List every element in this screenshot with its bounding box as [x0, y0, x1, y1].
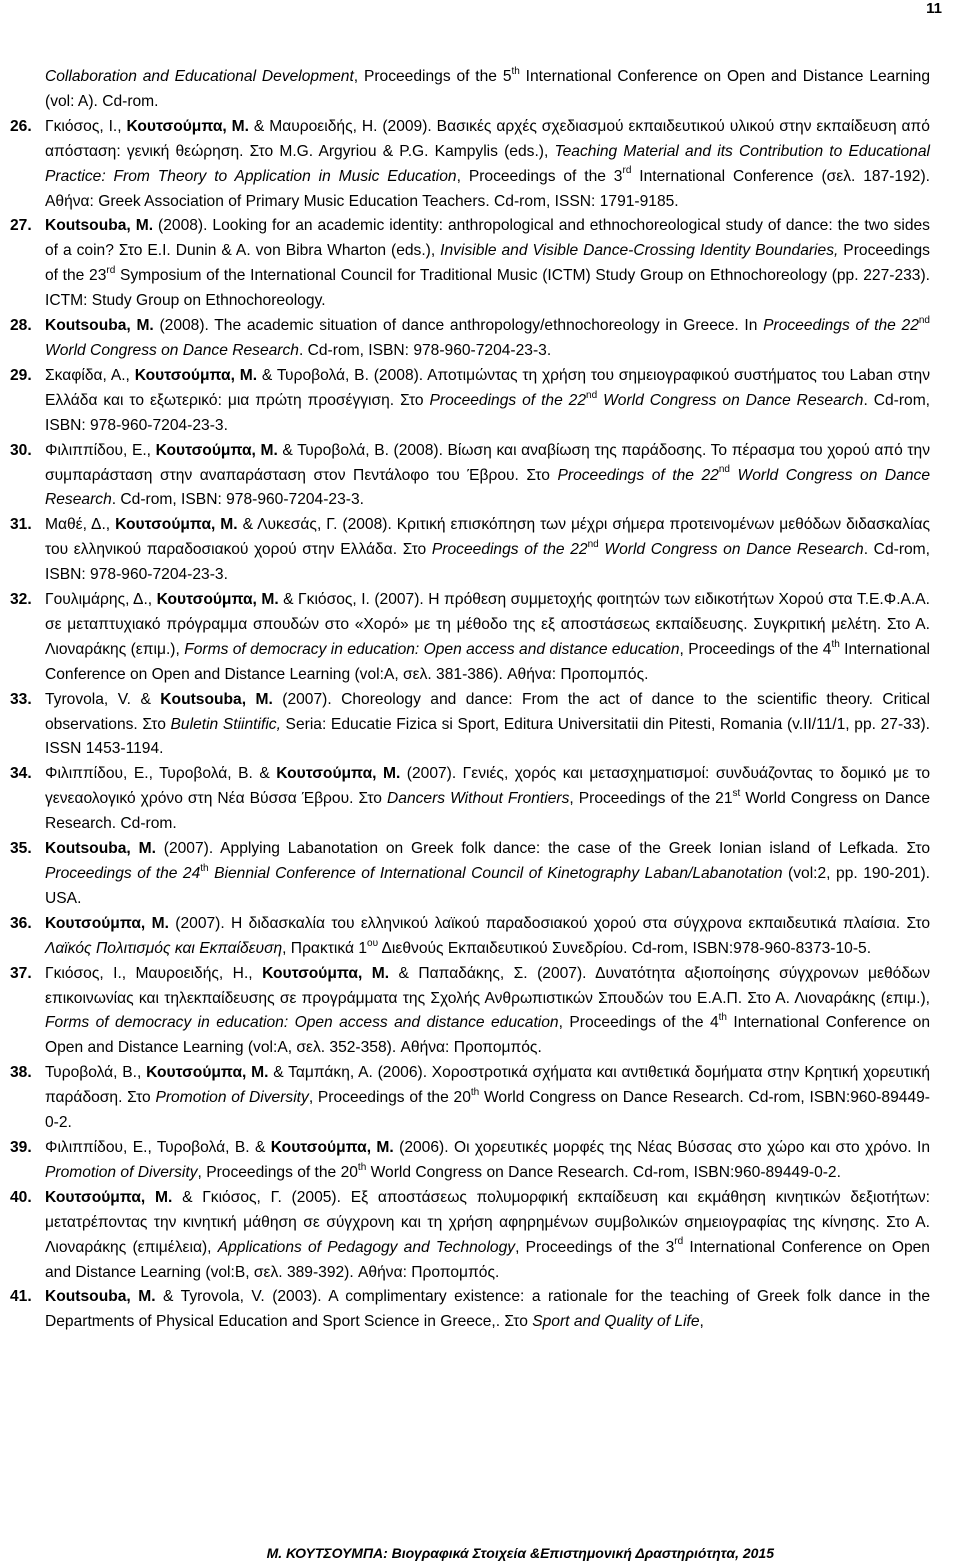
reference-30: 30. Φιλιππίδου, Ε., Κουτσούμπα, Μ. & Τυροβολά, Β. (2008). Βίωση και αναβίωση της παράδοσης. Το πέρασμα του χορού από την συμπαράσταση στην αναπαράσταση στον Πεντάλοφο του Έβρου. Στο Proceedings of the 22nd World Congress on Dance Research. Cd-rom, ISBN: 978-960-7204-23-3.: [10, 439, 930, 514]
reference-27: 27. Koutsouba, M. (2008). Looking for an academic identity: anthropological and ethnochoreological study of dance: the two sides of a coin? Στο E.I. Dunin & A. von Bibra Wharton (eds.), Invisible and Visible Dance-Crossing Identity Boundaries, Proceedings of the 23rd Symposium of the International Council for Traditional Music (ICTM) Study Group on Ethnochoreology (pp. 227-233). ICTM: Study Group on Ethnochoreology.: [10, 214, 930, 314]
reference-number: 37.: [10, 964, 32, 982]
reference-39: 39. Φιλιππίδου, Ε., Τυροβολά, Β. & Κουτσούμπα, Μ. (2006). Οι χορευτικές μορφές της Νέας Βύσσας στο χώρο και στο χρόνο. In Promotion of Diversity, Proceedings of the 20th World Congress on Dance Research. Cd-rom, ISBN:960-89449-0-2.: [10, 1136, 930, 1186]
reference-34: 34. Φιλιππίδου, Ε., Τυροβολά, Β. & Κουτσούμπα, Μ. (2007). Γενιές, χορός και μετασχηματισμοί: συνδυάζοντας το δομικό με το γενεαολογικό χρόνο στη Νέα Βύσσα Έβρου. Στο Dancers Without Frontiers, Proceedings of the 21st World Congress on Dance Research. Cd-rom.: [10, 762, 930, 837]
reference-41: 41. Koutsouba, M. & Tyrovola, V. (2003). A complimentary existence: a rationale for the teaching of Greek folk dance in the Departments of Physical Education and Sport Science in Greece,. Στο Sport and Quality of Life,: [10, 1285, 930, 1335]
reference-number: 36.: [10, 914, 32, 932]
reference-28: 28. Koutsouba, M. (2008). The academic situation of dance anthropology/ethnochoreology in Greece. In Proceedings of the 22nd World Congress on Dance Research. Cd-rom, ISBN: 978-960-7204-23-3.: [10, 314, 930, 364]
reference-number: 27.: [10, 217, 32, 235]
reference-number: 39.: [10, 1138, 32, 1156]
reference-37: 37. Γκιόσος, Ι., Μαυροειδής, Η., Κουτσούμπα, Μ. & Παπαδάκης, Σ. (2007). Δυνατότητα αξιοποίησης σύγχρονων μεθόδων επικοινωνίας και τηλεκπαίδευσης σε προγράμματα της Σχολής Ανθρωπιστικών Σπουδών του Ε.Α.Π. Στο Α. Λιοναράκης (επιμ.), Forms of democracy in education: Open access and distance education, Proceedings of the 4th International Conference on Open and Distance Learning (vol:A, σελ. 352-358). Αθήνα: Προπομπός.: [10, 962, 930, 1062]
reference-38: 38. Τυροβολά, Β., Κουτσούμπα, Μ. & Ταμπάκη, Α. (2006). Χοροστροτικά σχήματα και αντιθετικά δομήματα στην Κρητική χορευτική παράδοση. Στο Promotion of Diversity, Proceedings of the 20th World Congress on Dance Research. Cd-rom, ISBN:960-89449-0-2.: [10, 1061, 930, 1136]
reference-35: 35. Koutsouba, M. (2007). Applying Labanotation on Greek folk dance: the case of the Greek Ionian island of Lefkada. Στο Proceedings of the 24th Biennial Conference of International Council of Kinetography Laban/Labanotation (vol:2, pp. 190-201). USA.: [10, 837, 930, 912]
page-footer: Μ. ΚΟΥΤΣΟΥΜΠΑ: Βιογραφικά Στοιχεία &Επιστημονική Δραστηριότητα, 2015: [266, 1545, 774, 1561]
reference-33: 33. Tyrovola, V. & Koutsouba, M. (2007). Choreology and dance: From the act of dance to the scientific theory. Critical observations. Στο Buletin Stiintific, Seria: Educatie Fizica si Sport, Editura Universitatii din Pitesti, Romania (v.II/11/1, pp. 27-33). ISSN 1453-1194.: [10, 688, 930, 763]
reference-number: 34.: [10, 765, 32, 783]
reference-number: 41.: [10, 1288, 32, 1306]
reference-number: 38.: [10, 1064, 32, 1082]
reference-32: 32. Γουλιμάρης, Δ., Κουτσούμπα, Μ. & Γκιόσος, Ι. (2007). Η πρόθεση συμμετοχής φοιτητών των ειδικοτήτων Χορού στα Τ.Ε.Φ.Α.Α. σε μεταπτυχιακό πρόγραμμα σπουδών στο «Χορό» με τη μέθοδο της εξ αποστάσεως εκπαίδευσης. Συγκριτική μελέτη. Στο Α. Λιοναράκης (επιμ.), Forms of democracy in education: Open access and distance education, Proceedings of the 4th International Conference on Open and Distance Learning (vol:A, σελ. 381-386). Αθήνα: Προπομπός.: [10, 588, 930, 688]
reference-31: 31. Μαθέ, Δ., Κουτσούμπα, Μ. & Λυκεσάς, Γ. (2008). Κριτική επισκόπηση των μέχρι σήμερα προτεινομένων μεθόδων διδασκαλίας του ελληνικού παραδοσιακού χορού στην Ελλάδα. Στο Proceedings of the 22nd World Congress on Dance Research. Cd-rom, ISBN: 978-960-7204-23-3.: [10, 513, 930, 588]
reference-number: 30.: [10, 441, 32, 459]
reference-36: 36. Κουτσούμπα, Μ. (2007). Η διδασκαλία του ελληνικού λαϊκού παραδοσιακού χορού στα σύγχρονα εκπαιδευτικά πλαίσια. Στο Λαϊκός Πολιτισμός και Εκπαίδευση, Πρακτικά $1^{o\upsilon}$ Διεθνούς Εκπαιδευτικού Συνεδρίου. Cd-rom, ISBN:978-960-8373-10-5.: [10, 912, 930, 962]
reference-number: 29.: [10, 366, 32, 384]
page-number: 11: [926, 0, 942, 17]
reference-number: 40.: [10, 1188, 32, 1206]
reference-25-continuation: Collaboration and Educational Development, Proceedings of the 5th International Conference on Open and Distance Learning (vol: A). Cd-rom.: [45, 65, 930, 110]
reference-number: 32.: [10, 591, 32, 609]
reference-number: 26.: [10, 117, 32, 135]
reference-29: 29. Σκαφίδα, Α., Κουτσούμπα, Μ. & Τυροβολά, Β. (2008). Αποτιμώντας τη χρήση του σημειογραφικού συστήματος του Laban στην Ελλάδα και το εξωτερικό: μια πρώτη προσέγγιση. Στο Proceedings of the 22nd World Congress on Dance Research. Cd-rom, ISBN: 978-960-7204-23-3.: [10, 364, 930, 439]
reference-26: 26. Γκιόσος, Ι., Κουτσούμπα, Μ. & Μαυροειδής, Η. (2009). Βασικές αρχές σχεδιασμού εκπαιδευτικού υλικού στην εκπαίδευση από απόσταση: γενική θεώρηση. Στο M.G. Argyriou & P.G. Kampylis (eds.), Teaching Material and its Contribution to Educational Practice: From Theory to Application in Music Education, Proceedings of the 3rd International Conference (σελ. 187-192). Αθήνα: Greek Association of Primary Music Education Teachers. Cd-rom, ISSN: 1791-9185.: [10, 115, 930, 215]
reference-number: 28.: [10, 317, 32, 335]
reference-list: [10, 65, 930, 1335]
reference-number: 35.: [10, 840, 32, 858]
reference-40: 40. Κουτσούμπα, Μ. & Γκιόσος, Γ. (2005). Εξ αποστάσεως πολυμορφική εκπαίδευση και εκμάθηση κινητικών δεξιοτήτων: μετατρέποντας την κινητική μάθηση σε σύγχρονη και τη χρήση αφηρημένων συμβολικών σημειογραφίας της κίνησης. Στο Α. Λιοναράκης (επιμέλεια), Applications of Pedagogy and Technology, Proceedings of the 3rd International Conference on Open and Distance Learning (vol:B, σελ. 389-392). Αθήνα: Προπομπός.: [10, 1186, 930, 1286]
reference-number: 31.: [10, 516, 32, 534]
reference-number: 33.: [10, 690, 32, 708]
